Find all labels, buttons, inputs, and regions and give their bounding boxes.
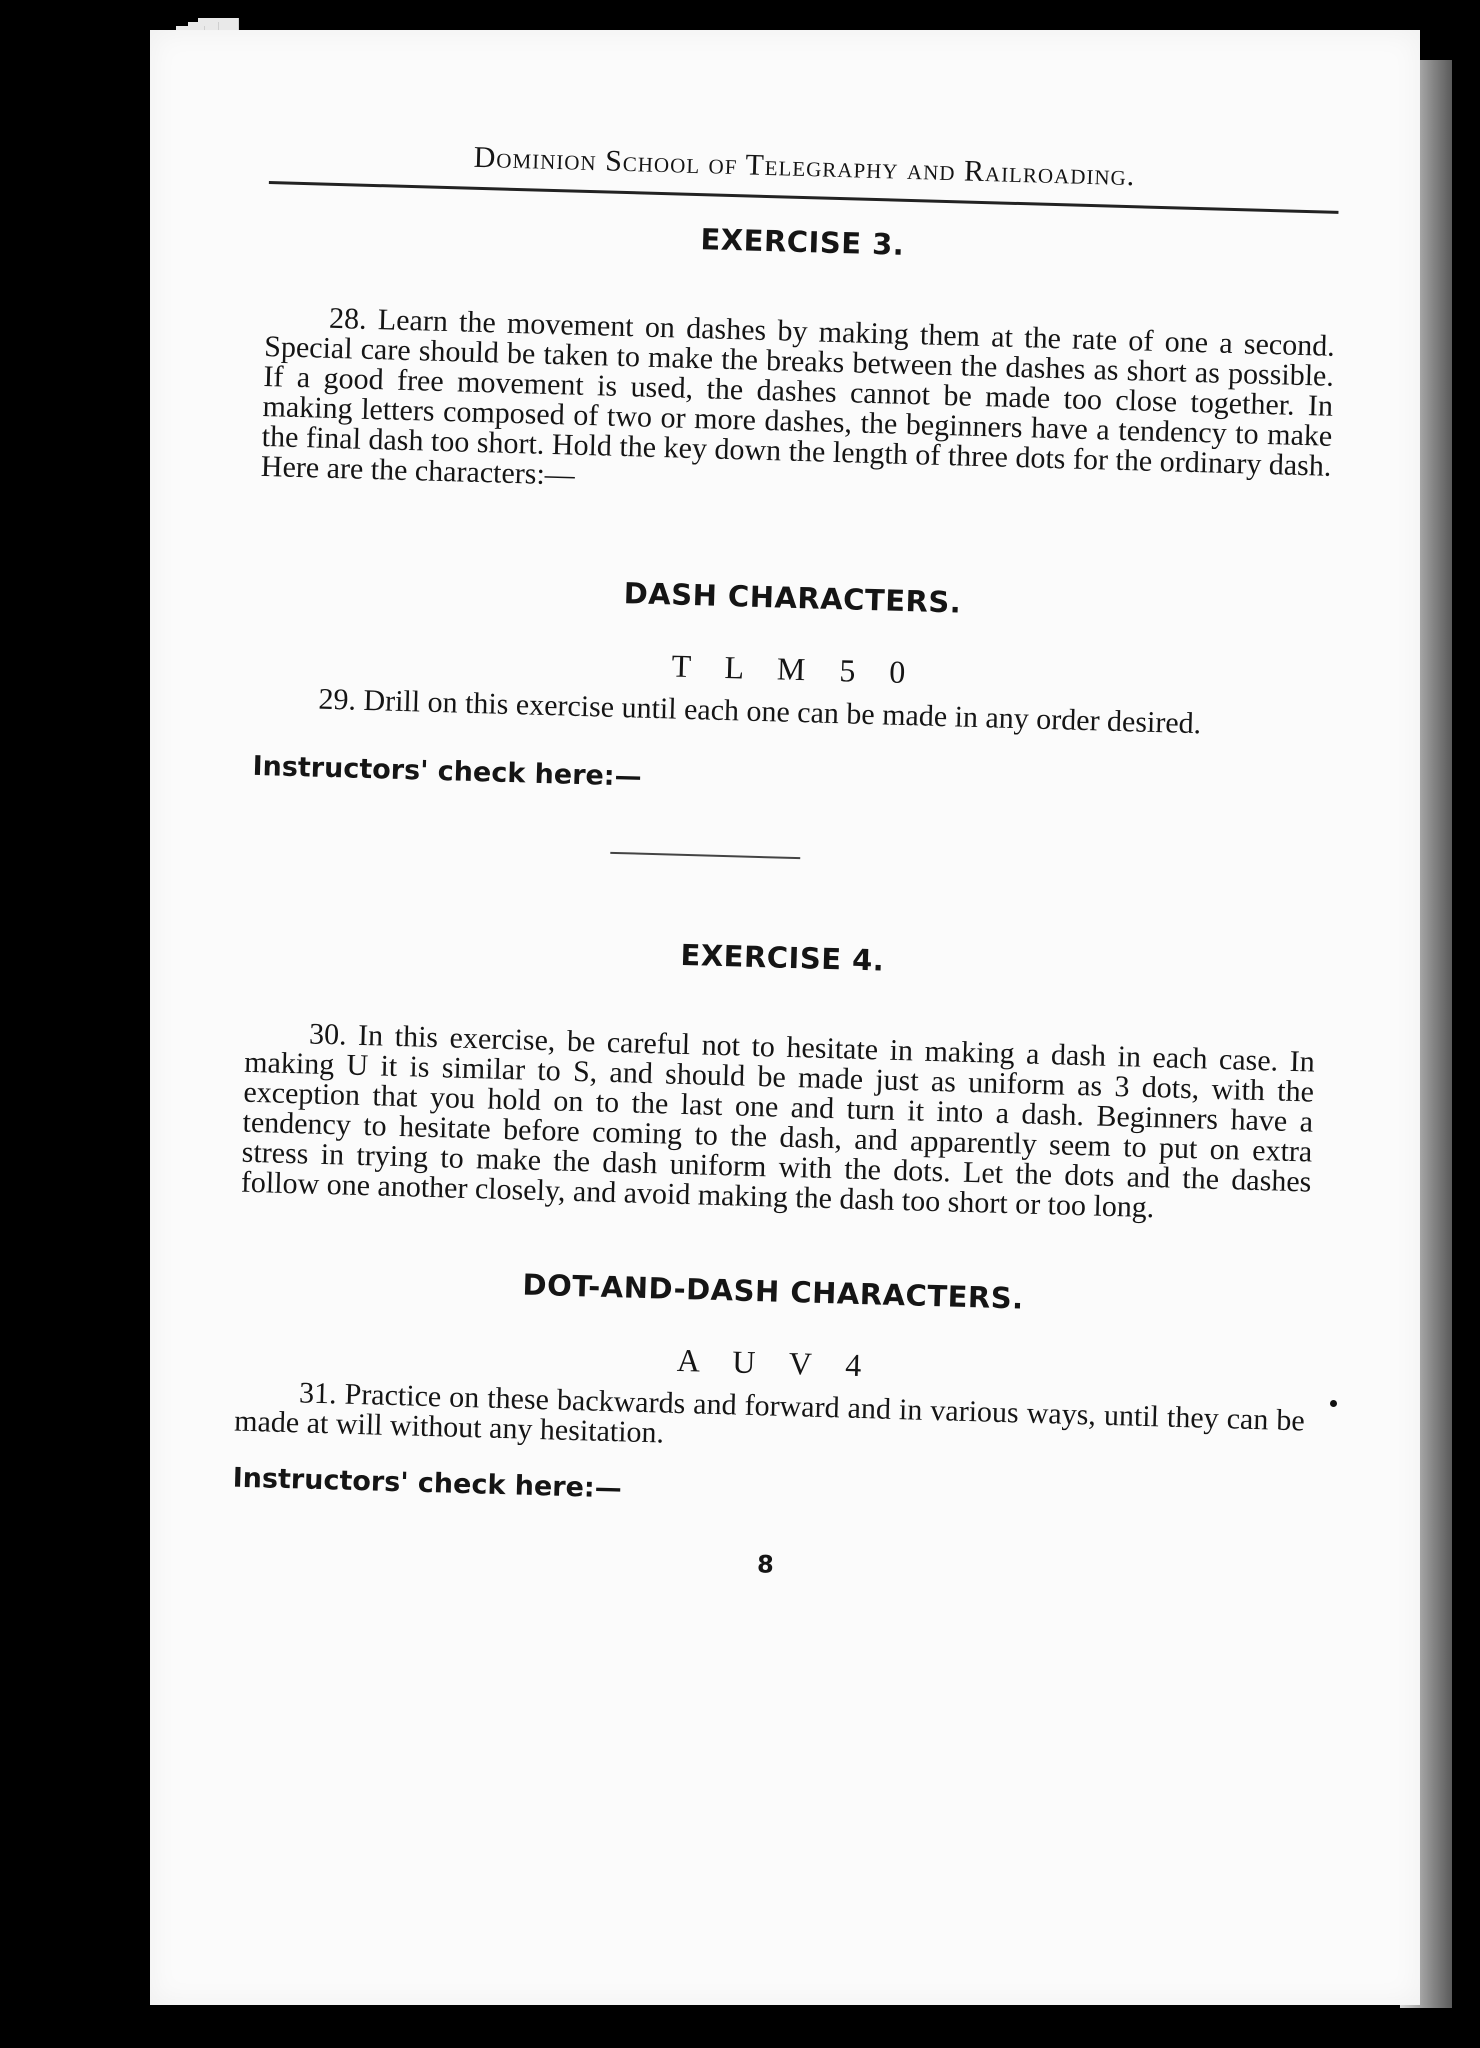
ink-speck	[1330, 1400, 1337, 1407]
dot-and-dash-characters: A U V 4	[676, 1341, 866, 1384]
paragraph-31: 31. Practice on these backwards and forward and in various ways, until they can be made at will without any hesitation.	[233, 1376, 1306, 1450]
running-head: Dominion School of Telegraphy and Railroading.	[269, 135, 1340, 214]
exercise-4-heading: EXERCISE 4.	[680, 937, 885, 978]
dot-and-dash-characters-heading: DOT-AND-DASH CHARACTERS.	[522, 1267, 1025, 1316]
instructors-check-label: Instructors' check here:—	[252, 750, 643, 793]
dash-characters-heading: DASH CHARACTERS.	[623, 576, 962, 620]
page-number: 8	[756, 1550, 775, 1579]
paragraph-30: 30. In this exercise, be careful not to hesitate in making a dash in each case. In making U it is similar to S, and should be made just as uniform as 3 dots, with the exception that you hold on to the last one and turn it into a dash. Beginners have a tendency to hesitate before coming to the dash, and apparently seem to put on extra stress in trying to make the dash uniform with the dots. Let the dots and the dashes follow one another closely, and avoid making the dash too short or too long.	[240, 1017, 1316, 1225]
page-content	[230, 135, 1339, 1593]
instructors-check-label: Instructors' check here:—	[232, 1462, 623, 1505]
exercise-3-heading: EXERCISE 3.	[700, 222, 905, 262]
section-divider	[610, 852, 800, 859]
dash-characters: T L M 5 0	[671, 647, 910, 691]
paragraph-29: 29. Drill on this exercise until each one can be made in any order desired.	[318, 682, 1202, 741]
paragraph-28: 28. Learn the movement on dashes by making them at the rate of one a second. Special care should be taken to make the breaks between the dashes as short as possible. If a good free movement is used, the dashes cannot be made too close together. In making letters composed of two or more dashes, the beginners have a tendency to make the final dash too short. Hold the key down the length of three dots for the ordinary dash. Here are the characters:—	[260, 301, 1336, 492]
